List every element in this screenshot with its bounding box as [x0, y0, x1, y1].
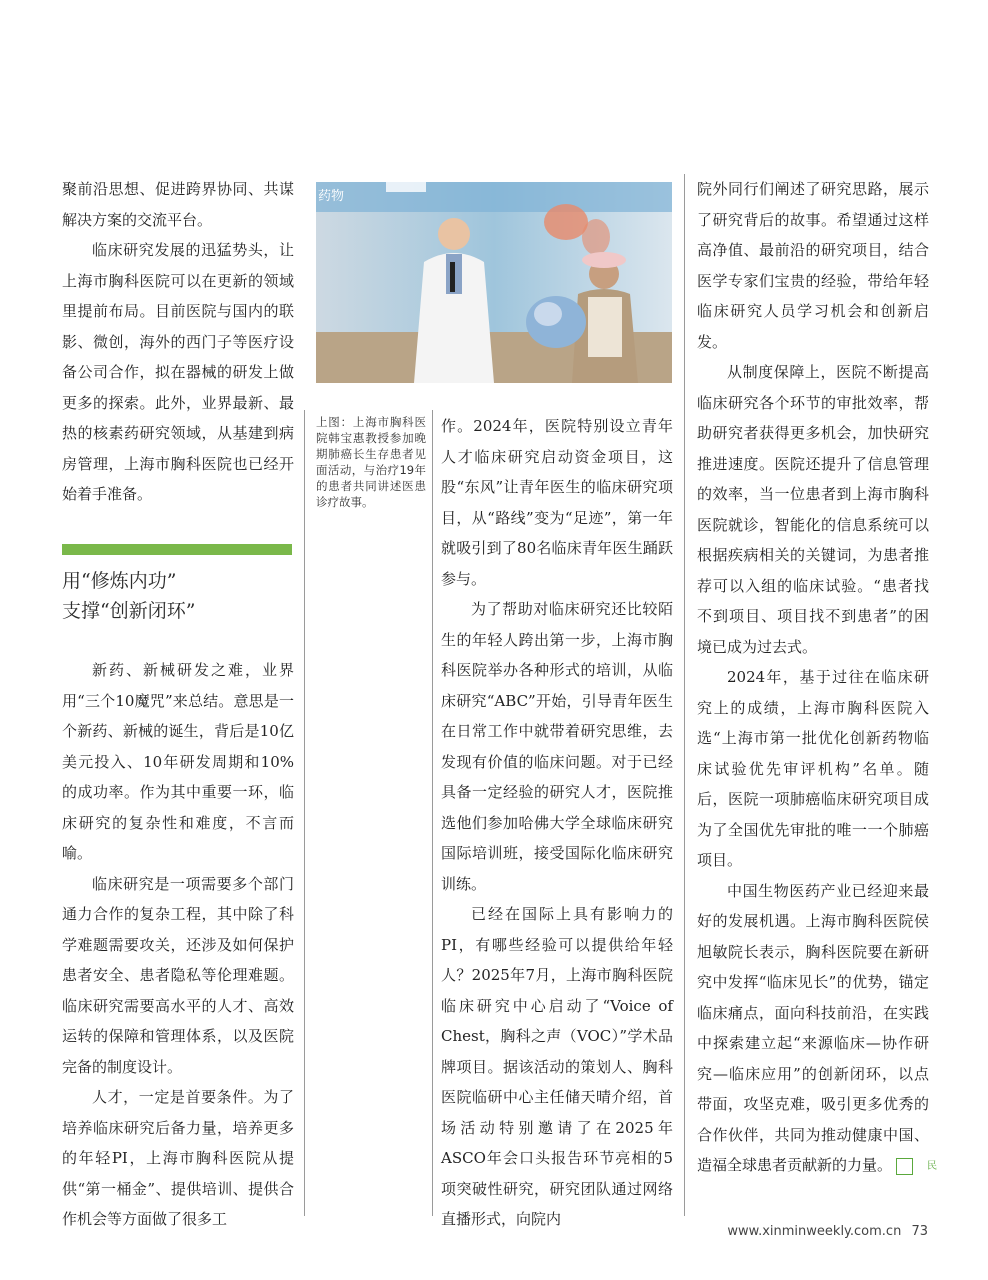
- paragraph: 2024年，基于过往在临床研究上的成绩，上海市胸科医院入选“上海市第一批优化创新药物临床试验优先审评机构”名单。随后，医院一项肺癌临床研究项目成为了全国优先审批的唯一一个肺癌项目。: [697, 668, 929, 869]
- paragraph: 人才，一定是首要条件。为了培养临床研究后备力量，培养更多的年轻PI，上海市胸科医院从提供“第一桶金”、提供培训、提供合作机会等方面做了很多工: [62, 1088, 294, 1228]
- website-url: www.xinminweekly.com.cn: [727, 1224, 902, 1239]
- paragraph-text: 中国生物医药产业已经迎来最好的发展机遇。上海市胸科医院侯旭敏院长表示，胸科医院要在新研究中发挥“临床见长”的优势，锚定临床痛点，面向科技前沿，在实践中探索建立起“来源临床—协作研究—临床应用”的创新闭环，以点带面，攻坚克难，吸引更多优秀的合作伙伴，共同为推动健康中国、造福全球患者贡献新的力量。: [697, 881, 929, 1174]
- paragraph: 临床研究发展的迅猛势头，让上海市胸科医院可以在更新的领域里提前布局。目前医院与国内的联影、微创，海外的西门子等医疗设备公司合作，拟在器械的研发上做更多的探索。此外，业界最新、最热的核素药研究领域，从基建到病房管理，上海市胸科医院也已经开始着手准备。: [62, 241, 294, 503]
- photo-illustration: [316, 182, 672, 383]
- column-rule: [304, 410, 305, 1216]
- heading-line: 支撑“创新闭环”: [62, 600, 196, 622]
- page-footer: [712, 1224, 928, 1239]
- page-number: 73: [911, 1224, 928, 1239]
- paragraph: 为了帮助对临床研究还比较陌生的年轻人跨出第一步，上海市胸科医院举办各种形式的培训，从临床研究“ABC”开始，引导青年医生在日常工作中就带着研究思维，去发现有价值的临床问题。对于已经具备一定经验的研究人才，医院推选他们参加哈佛大学全球临床研究国际培训班，接受国际化临床研究训练。: [441, 600, 673, 893]
- column-2: [441, 411, 673, 1235]
- column-3: [697, 174, 938, 1181]
- column-rule: [432, 410, 433, 1216]
- column-rule: [684, 174, 685, 1216]
- column-1: [62, 174, 294, 510]
- paragraph: 新药、新械研发之难，业界用“三个10魔咒”来总结。意思是一个新药、新械的诞生，背后是10亿美元投入、10年研发周期和10%的成功率。作为其中重要一环，临床研究的复杂性和难度，不言而喻。: [62, 661, 294, 862]
- paragraph: 临床研究是一项需要多个部门通力合作的复杂工程，其中除了科学难题需要攻关，还涉及如何保护患者安全、患者隐私等伦理难题。临床研究需要高水平的人才、高效运转的保障和管理体系，以及医院完备的制度设计。: [62, 874, 294, 1076]
- heading-line: 用“修炼内功”: [62, 570, 177, 592]
- paragraph: 院外同行们阐述了研究思路，展示了研究背后的故事。希望通过这样高净值、最前沿的研究项目，结合医学专家们宝贵的经验，带给年轻临床研究人员学习机会和创新启发。: [697, 180, 929, 351]
- paragraph: 作。2024年，医院特别设立青年人才临床研究启动资金项目，这股“东风”让青年医生的临床研究项目，从“路线”变为“足迹”，第一年就吸引到了80名临床青年医生踊跃参与。: [441, 417, 673, 588]
- paragraph: 已经在国际上具有影响力的PI，有哪些经验可以提供给年轻人？2025年7月，上海市胸科医院临床研究中心启动了“Voice of Chest，胸科之声（VOC）”学术品牌项目。据该活动的策划人、胸科医院临研中心主任储天晴介绍，首场活动特别邀请了在2025年ASCO年会口头报告环节亮相的5项突破性研究，研究团队通过网络直播形式，向院内: [441, 905, 673, 1228]
- paragraph: 聚前沿思想、促进跨界协同、共谋解决方案的交流平台。: [62, 180, 294, 229]
- section-divider-bar: [62, 544, 292, 555]
- photo-caption: 上图：上海市胸科医院韩宝惠教授参加晚期肺癌长生存患者见面活动，与治疗19年的患者共同讲述医患诊疗故事。: [316, 415, 426, 509]
- paragraph: [697, 876, 938, 1181]
- end-mark-icon: 民: [896, 1158, 913, 1175]
- paragraph: 从制度保障上，医院不断提高临床研究各个环节的审批效率，帮助研究者获得更多机会，加快研究推进速度。医院还提升了信息管理的效率，当一位患者到上海市胸科医院就诊，智能化的信息系统可以根据疾病相关的关键词，为患者推荐可以入组的临床试验。“患者找不到项目、项目找不到患者”的困境已成为过去式。: [697, 363, 929, 656]
- column-1-lower: [62, 655, 294, 1235]
- banner-text: 药物: [318, 189, 345, 204]
- section-heading: [62, 566, 294, 626]
- event-photo: [316, 182, 672, 383]
